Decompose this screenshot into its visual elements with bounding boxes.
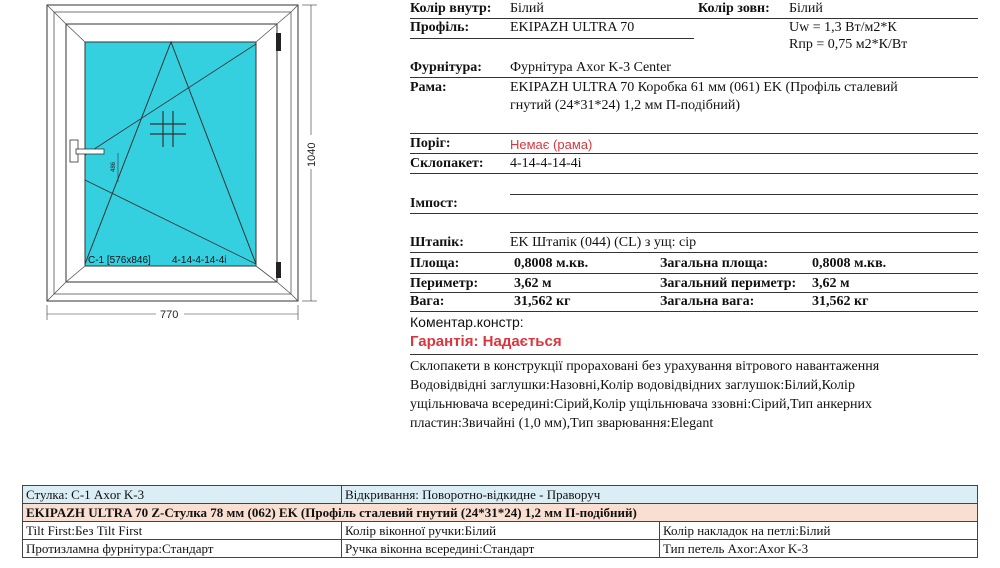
opening-type-cell: Відкривання: Поворотно-відкидне - Праворуч	[342, 486, 978, 504]
frame-value-line1: EKIPAZH ULTRA 70 Коробка 61 мм (061) EK (Профіль сталевий	[510, 80, 898, 95]
comment-label: Коментар.констр:	[410, 314, 524, 330]
sash-name-cell: Стулка: С-1 Axor K-3	[23, 486, 342, 504]
sash-label: С-1 [576x846]	[88, 255, 151, 266]
height-dimension: 1040	[306, 142, 318, 167]
area-value: 0,8008 м.кв.	[514, 256, 589, 271]
hinge-type-cell: Тип петель Axor:Axor K-3	[660, 540, 978, 558]
total-perimeter-value: 3,62 м	[812, 276, 850, 291]
outer-color-label: Колір зовн:	[698, 1, 770, 16]
hinge-top-icon	[276, 33, 281, 51]
inner-color-value: Білий	[510, 1, 544, 16]
weight-label: Вага:	[410, 294, 445, 309]
profile-value: EKIPAZH ULTRA 70	[510, 20, 635, 35]
frame-value-line2: гнутий (24*31*24) 1,2 мм П-подібний)	[510, 98, 741, 113]
anti-burglary-cell: Протизламна фурнітура:Стандарт	[23, 540, 342, 558]
perimeter-value: 3,62 м	[514, 276, 552, 291]
table-row	[23, 504, 978, 522]
glass-label: 4-14-4-14-4i	[172, 255, 227, 266]
warranty-text: Гарантія: Надається	[410, 333, 562, 350]
handle-color-cell: Колір віконної ручки:Білий	[342, 522, 660, 540]
rpr-value: Rпр = 0,75 м2*К/Вт	[789, 37, 908, 52]
threshold-label: Поріг:	[410, 136, 451, 151]
glass-pane	[85, 42, 256, 266]
tilt-first-cell: Tilt First:Без Tilt First	[23, 522, 342, 540]
bead-value: EK Штапік (044) (CL) з ущ: сір	[510, 235, 697, 250]
bead-label: Штапік:	[410, 235, 464, 250]
hardware-label: Фурнітура:	[410, 60, 482, 75]
profile-label: Профіль:	[410, 20, 470, 35]
width-dimension: 770	[160, 309, 179, 321]
glazing-value: 4-14-4-14-4i	[510, 156, 582, 171]
total-area-value: 0,8008 м.кв.	[812, 256, 887, 271]
note-line-1: Склопакети в конструкції прораховані без урахування вітрового навантаження	[410, 359, 880, 374]
area-label: Площа:	[410, 256, 460, 271]
total-area-label: Загальна площа:	[660, 256, 769, 271]
table-row	[23, 522, 978, 540]
hinge-cover-color-cell: Колір накладок на петлі:Білий	[660, 522, 978, 540]
impost-label: Імпост:	[410, 196, 458, 211]
outer-color-value: Білий	[789, 1, 823, 16]
sash-table	[22, 485, 978, 558]
total-weight-value: 31,562 кг	[812, 294, 869, 309]
frame-label: Рама:	[410, 80, 447, 95]
table-row	[23, 540, 978, 558]
note-line-3: ущільнювача всередині:Сірий,Колір ущільнювача ззовні:Сірий,Тип анкерних	[410, 397, 873, 412]
inner-handle-cell: Ручка віконна всередині:Стандарт	[342, 540, 660, 558]
uw-value: Uw = 1,3 Вт/м2*К	[789, 20, 897, 35]
handle-height-dim: 486	[111, 161, 117, 172]
glazing-label: Склопакет:	[410, 156, 484, 171]
hinge-bottom-icon	[276, 262, 281, 278]
inner-color-label: Колір внутр:	[410, 1, 492, 16]
total-weight-label: Загальна вага:	[660, 294, 755, 309]
perimeter-label: Периметр:	[410, 276, 479, 291]
sash-profile-cell: EKIPAZH ULTRA 70 Z-Стулка 78 мм (062) EK (Профіль сталевий гнутий (24*31*24) 1,2 мм П-подібний)	[23, 504, 978, 522]
notes-block	[410, 357, 970, 433]
note-line-2: Водовідвідні заглушки:Назовні,Колір водовідвідних заглушок:Білий,Колір	[410, 378, 855, 393]
weight-value: 31,562 кг	[514, 294, 571, 309]
threshold-value: Немає (рама)	[510, 137, 593, 152]
window-drawing	[0, 0, 330, 330]
hardware-value: Фурнітура Axor K-3 Center	[510, 60, 671, 75]
table-row	[23, 486, 978, 504]
note-line-4: пластин:Звичайні (1,0 мм),Тип зварювання:Elegant	[410, 416, 714, 431]
total-perimeter-label: Загальний периметр:	[660, 276, 797, 291]
